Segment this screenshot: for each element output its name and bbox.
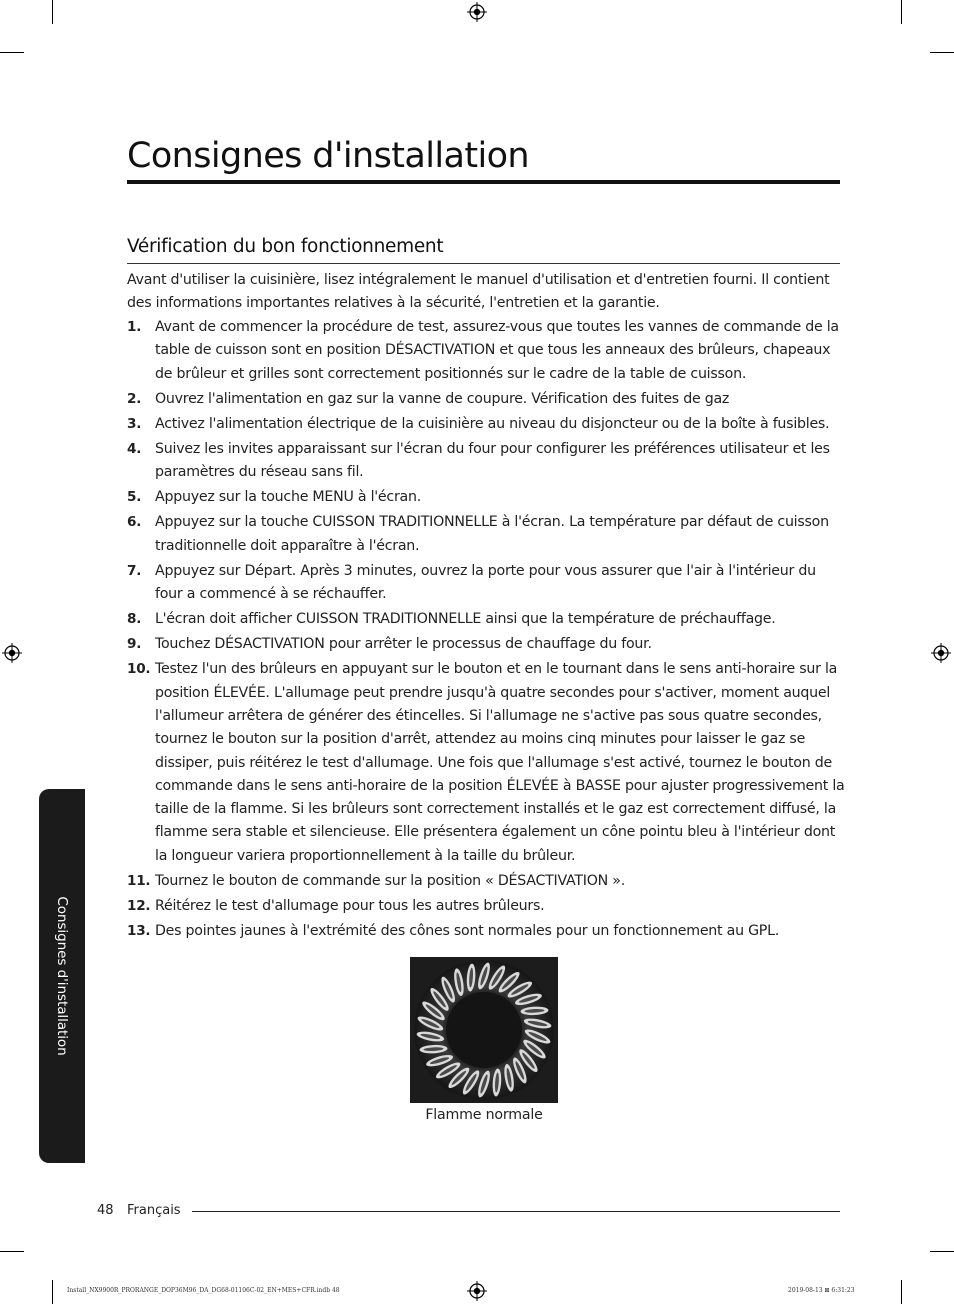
step-number: 11. — [127, 872, 151, 889]
crop-mark — [52, 0, 53, 24]
step-text: Tournez le bouton de commande sur la position « DÉSACTIVATION ». — [155, 872, 625, 889]
step-number: 2. — [127, 390, 142, 407]
crop-mark — [0, 1251, 24, 1252]
registration-mark-icon — [931, 643, 951, 663]
section-heading: Vérification du bon fonctionnement — [127, 236, 444, 257]
list-item — [127, 413, 847, 436]
step-text: Activez l'alimentation électrique de la cuisinière au niveau du disjoncteur ou de la boîte à fusibles. — [155, 415, 830, 432]
chapter-side-tab-label: Consignes d'installation — [54, 896, 70, 1056]
step-text: Appuyez sur la touche CUISSON TRADITIONNELLE à l'écran. La température par défaut de cuisson traditionnelle doit apparaître à l'écran. — [155, 514, 829, 554]
print-slug-timestamp: 2019-08-13 ⊠ 6:31:23 — [788, 1287, 855, 1294]
crop-mark — [901, 1280, 902, 1304]
step-text: Ouvrez l'alimentation en gaz sur la vanne de coupure. Vérification des fuites de gaz — [155, 390, 730, 407]
figure-caption: Flamme normale — [425, 1107, 543, 1123]
step-number: 9. — [127, 636, 142, 653]
page-number: 48 — [97, 1203, 114, 1218]
step-number: 5. — [127, 489, 142, 506]
intro-paragraph: Avant d'utiliser la cuisinière, lisez intégralement le manuel d'utilisation et d'entretien fourni. Il contient des informations importantes relatives à la sécurité, l'entretien et la garantie. — [127, 272, 830, 312]
crop-mark — [0, 52, 24, 53]
page-title: Consignes d'installation — [127, 136, 529, 176]
list-item — [127, 920, 847, 943]
list-item — [127, 486, 847, 509]
step-number: 3. — [127, 415, 142, 432]
registration-mark-icon — [467, 1281, 487, 1301]
step-text: L'écran doit afficher CUISSON TRADITIONNELLE ainsi que la température de préchauffage. — [155, 611, 776, 628]
steps-list — [127, 316, 847, 945]
list-item — [127, 608, 847, 631]
step-number: 12. — [127, 897, 151, 914]
step-number: 1. — [127, 319, 142, 335]
list-item — [127, 316, 847, 386]
step-number: 6. — [127, 514, 142, 531]
step-number: 13. — [127, 922, 151, 939]
list-item — [127, 560, 847, 607]
step-text: Avant de commencer la procédure de test, assurez-vous que toutes les vannes de commande de la table de cuisson sont en position DÉSACTIVATION et que tous les anneaux des brûleurs, chapeaux de brûleur et grilles sont correctement positionnés sur le cadre de la table de cuisson. — [155, 319, 839, 382]
list-item — [127, 511, 847, 558]
step-text: Appuyez sur Départ. Après 3 minutes, ouvrez la porte pour vous assurer que l'air à l'intérieur du four a commencé à se réchauffer. — [155, 562, 816, 603]
step-text: Appuyez sur la touche MENU à l'écran. — [155, 489, 421, 506]
step-number: 10. — [127, 661, 151, 678]
step-text: Testez l'un des brûleurs en appuyant sur le bouton et en le tournant dans le sens anti-horaire sur la position ÉLEVÉE. L'allumage peut prendre jusqu'à quatre secondes pour s'activer, moment auquel l'allumeur arrêtera de générer des étincelles. Si l'allumage ne s'active pas sous quatre secondes, tournez le bouton sur la position d'arrêt, attendez au moins cinq minutes pour laisser le gaz se dissiper, puis réitérez le test d'allumage. Une fois que l'allumage s'est activé, tournez le bouton de commande dans le sens anti-horaire de la position ÉLEVÉE à BASSE pour ajuster progressivement la taille de la flamme. Si les brûleurs sont correctement installés et le gaz est correctement diffusé, la flamme sera stable et silencieuse. Elle présentera également un cône pointu bleu à l'intérieur dont la longueur variera proportionnellement à la taille du brûleur. — [155, 661, 845, 864]
registration-mark-icon — [467, 2, 487, 22]
step-text: Touchez DÉSACTIVATION pour arrêter le processus de chauffage du four. — [155, 636, 652, 653]
section-rule — [127, 263, 840, 264]
step-number: 7. — [127, 562, 142, 579]
list-item — [127, 388, 847, 411]
page-language: Français — [127, 1203, 181, 1218]
title-rule — [127, 180, 840, 184]
burner-flame-photo — [410, 957, 558, 1103]
list-item — [127, 633, 847, 656]
step-text: Des pointes jaunes à l'extrémité des cônes sont normales pour un fonctionnement au GPL. — [155, 922, 780, 939]
print-slug-filename: Install_NX9900R_PRORANGE_DOP36M96_DA_DG68-01106C-02_EN+MES+CFR.indb 48 — [67, 1287, 340, 1294]
footer-rule — [192, 1211, 840, 1212]
step-text: Réitérez le test d'allumage pour tous les autres brûleurs. — [155, 897, 545, 914]
crop-mark — [901, 0, 902, 24]
crop-mark — [930, 1251, 954, 1252]
list-item — [127, 895, 847, 918]
crop-mark — [52, 1280, 53, 1304]
crop-mark — [930, 52, 954, 53]
step-text: Suivez les invites apparaissant sur l'écran du four pour configurer les préférences utilisateur et les paramètres du réseau sans fil. — [155, 440, 830, 481]
registration-mark-icon — [2, 643, 22, 663]
list-item — [127, 870, 847, 893]
step-number: 8. — [127, 611, 142, 628]
list-item — [127, 658, 847, 868]
list-item — [127, 438, 847, 485]
step-number: 4. — [127, 440, 142, 457]
